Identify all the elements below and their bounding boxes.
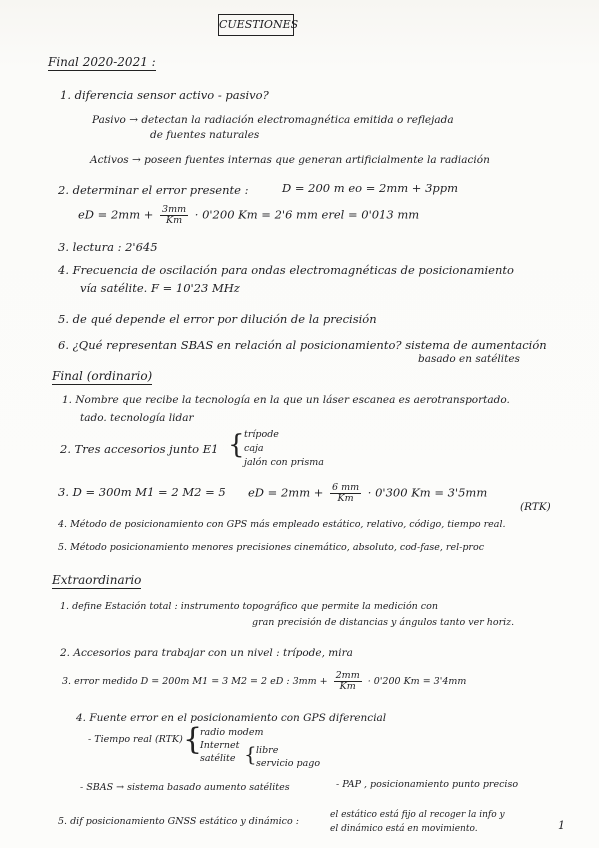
extra-q4-pap: - PAP , posicionamiento punto preciso <box>336 779 519 790</box>
question-5: 5. de qué depende el error por dilución de la precisión <box>58 312 377 326</box>
question-4: 4. Frecuencia de oscilación para ondas electromagnéticas de posicionamiento <box>58 263 514 277</box>
option-libre: libre <box>256 745 279 756</box>
question-1: 1. diferencia sensor activo - pasivo? <box>60 88 269 102</box>
formula-lhs: 3. error medido D = 200m M1 = 3 M2 = 2 eD : 3mm + <box>62 676 328 687</box>
option-internet: Internet <box>200 740 240 751</box>
option-servicio-pago: servicio pago <box>256 758 321 769</box>
formula-rhs: · 0'300 Km = 3'5mm <box>367 485 488 500</box>
fraction-denominator: Km <box>339 681 356 692</box>
final-question-1: 1. Nombre que recibe la tecnología en la que un láser escanea es aerotransportado. <box>62 394 510 406</box>
question-4-answer: vía satélite. F = 10'23 MHz <box>80 281 240 295</box>
extra-q4-sbas: - SBAS → sistema basado aumento satélites <box>80 782 290 793</box>
final-question-5: 5. Método posicionamiento menores precisiones cinemático, absoluto, cod-fase, rel-proc <box>58 542 485 553</box>
formula-fraction <box>334 671 362 692</box>
answer-1-passive-cont: de fuentes naturales <box>150 129 260 141</box>
section-heading-final-2020: Final 2020-2021 : <box>48 55 156 69</box>
formula-fraction <box>330 483 361 504</box>
extra-question-1-cont: gran precisión de distancias y ángulos tanto ver horiz. <box>252 617 515 628</box>
brace-icon: { <box>244 742 257 766</box>
question-6-answer: basado en satélites <box>418 353 520 365</box>
rtk-tag: (RTK) <box>520 501 551 513</box>
accessory-caja: caja <box>244 443 264 454</box>
fraction-denominator: Km <box>166 215 183 226</box>
question-2-values: D = 200 m eo = 2mm + 3ppm <box>282 181 459 195</box>
page-title: CUESTIONES <box>218 14 294 36</box>
accessory-jalon: jalón con prisma <box>244 457 324 468</box>
answer-1-passive: Pasivo → detectan la radiación electromagnética emitida o reflejada <box>92 114 454 126</box>
extra-question-5-answer-cont: el dinámico está en movimiento. <box>330 824 478 834</box>
fraction-denominator: Km <box>337 493 354 504</box>
brace-icon: { <box>228 430 245 460</box>
final-question-3-formula <box>248 483 487 504</box>
extra-question-5-answer: el estático está fijo al recoger la info y <box>330 810 505 820</box>
extra-question-2: 2. Accesorios para trabajar con un nivel : trípode, mira <box>60 647 353 659</box>
question-2: 2. determinar el error presente : <box>58 183 249 197</box>
fraction-numerator: 3mm <box>162 204 187 215</box>
extra-question-3 <box>62 671 466 692</box>
extra-question-1: 1. define Estación total : instrumento topográfico que permite la medición con <box>60 601 438 612</box>
question-3: 3. lectura : 2'645 <box>58 240 158 254</box>
fraction-numerator: 6 mm <box>332 482 360 493</box>
final-question-2: 2. Tres accesorios junto E1 <box>60 442 219 456</box>
page-number: 1 <box>558 819 565 832</box>
section-heading-extraordinario: Extraordinario <box>52 573 142 587</box>
question-2-formula <box>78 205 419 226</box>
option-radio-modem: radio modem <box>200 727 264 738</box>
section-heading-final-ordinario: Final (ordinario) <box>52 369 153 383</box>
final-question-3: 3. D = 300m M1 = 2 M2 = 5 <box>58 485 226 499</box>
extra-question-5: 5. dif posicionamiento GNSS estático y dinámico : <box>58 816 299 827</box>
fraction-numerator: 2mm <box>335 670 360 681</box>
formula-rhs: · 0'200 Km = 2'6 mm erel = 0'013 mm <box>194 207 420 222</box>
extra-question-4: 4. Fuente error en el posicionamiento con GPS diferencial <box>76 712 387 724</box>
extra-q4-rtk: - Tiempo real (RTK) <box>88 734 183 745</box>
question-6: 6. ¿Qué representan SBAS en relación al posicionamiento? sistema de aumentación <box>58 338 547 352</box>
final-question-4: 4. Método de posicionamiento con GPS más empleado estático, relativo, código, tiempo real. <box>58 519 506 530</box>
final-question-1-answer: tado. tecnología lidar <box>80 412 194 424</box>
accessory-tripode: trípode <box>244 429 279 440</box>
option-satelite: satélite <box>200 753 236 764</box>
answer-1-active: Activos → poseen fuentes internas que generan artificialmente la radiación <box>90 154 490 166</box>
formula-fraction <box>160 205 188 226</box>
brace-icon: { <box>183 722 203 757</box>
formula-rhs: · 0'200 Km = 3'4mm <box>367 676 467 687</box>
formula-lhs: eD = 2mm + <box>78 207 154 222</box>
formula-lhs: eD = 2mm + <box>248 485 324 500</box>
